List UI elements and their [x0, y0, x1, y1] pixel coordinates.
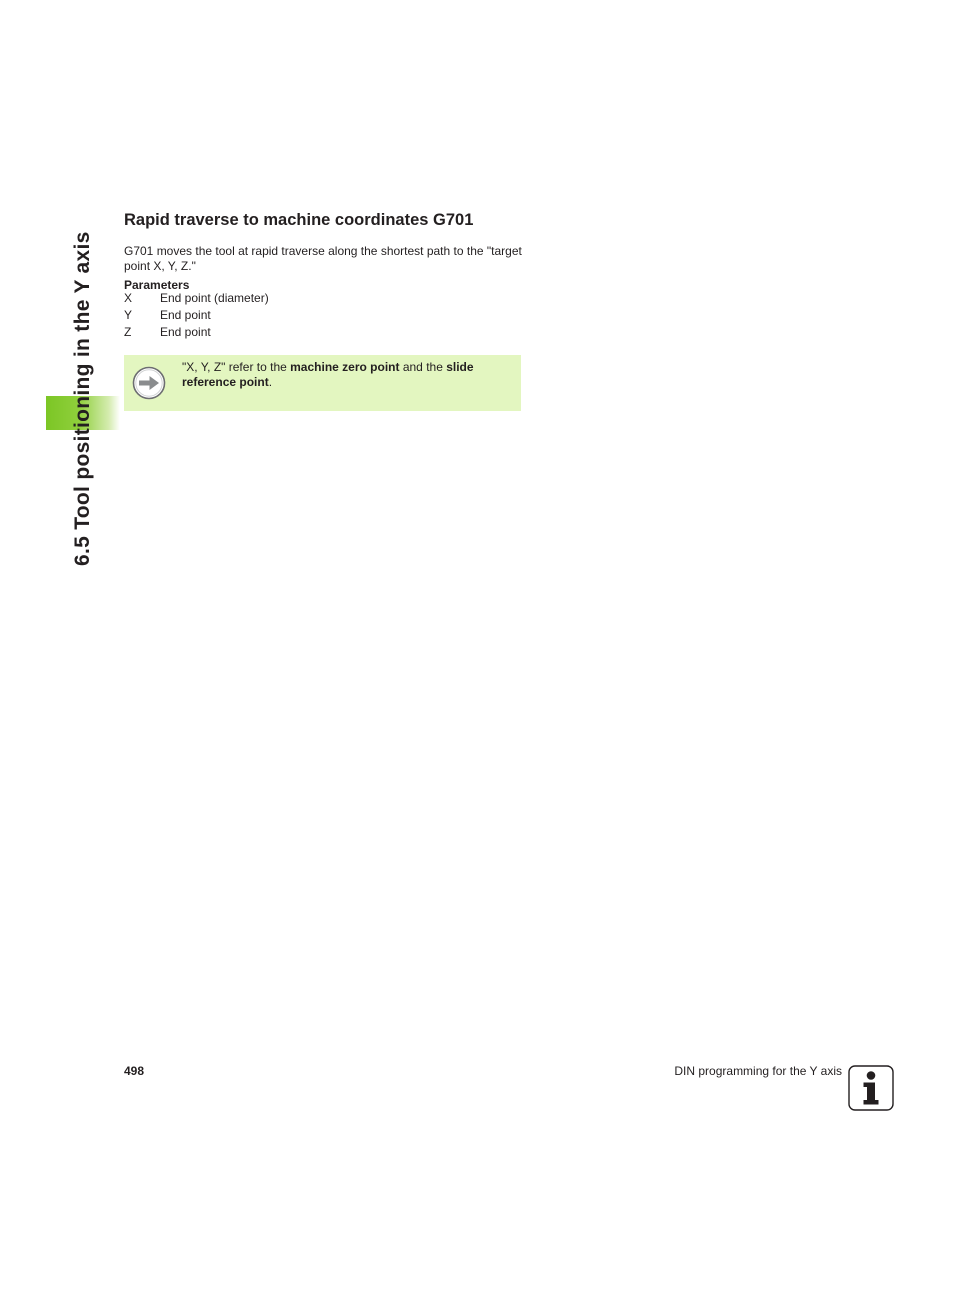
note-text-part: .: [268, 374, 273, 389]
parameters-label: Parameters: [124, 278, 190, 292]
parameter-description: End point (diameter): [160, 291, 269, 305]
note-bold-term: slide reference point: [182, 360, 474, 389]
intro-paragraph: G701 moves the tool at rapid traverse along the shortest path to the "target point X, Y, Z.": [124, 244, 522, 273]
info-icon: [848, 1065, 894, 1111]
parameter-row-y: [124, 308, 211, 322]
parameter-description: End point: [160, 308, 211, 322]
note-bold-term: machine zero point: [290, 360, 400, 374]
note-text: [182, 360, 512, 389]
parameter-row-x: [124, 291, 269, 305]
parameter-symbol: Z: [124, 325, 132, 339]
section-heading: Rapid traverse to machine coordinates G701: [124, 211, 474, 229]
note-text-part: "X, Y, Z" refer to the: [182, 360, 291, 374]
page-number: 498: [124, 1064, 145, 1078]
chapter-side-title: 6.5 Tool positioning in the Y axis: [71, 231, 94, 566]
parameter-symbol: Y: [124, 308, 133, 322]
parameter-row-z: [124, 325, 211, 339]
arrow-right-icon: [132, 366, 166, 400]
parameter-symbol: X: [124, 291, 133, 305]
footer-title: DIN programming for the Y axis: [674, 1064, 842, 1078]
parameter-description: End point: [160, 325, 211, 339]
note-box: [124, 355, 521, 411]
note-text-part: and the: [399, 360, 447, 374]
